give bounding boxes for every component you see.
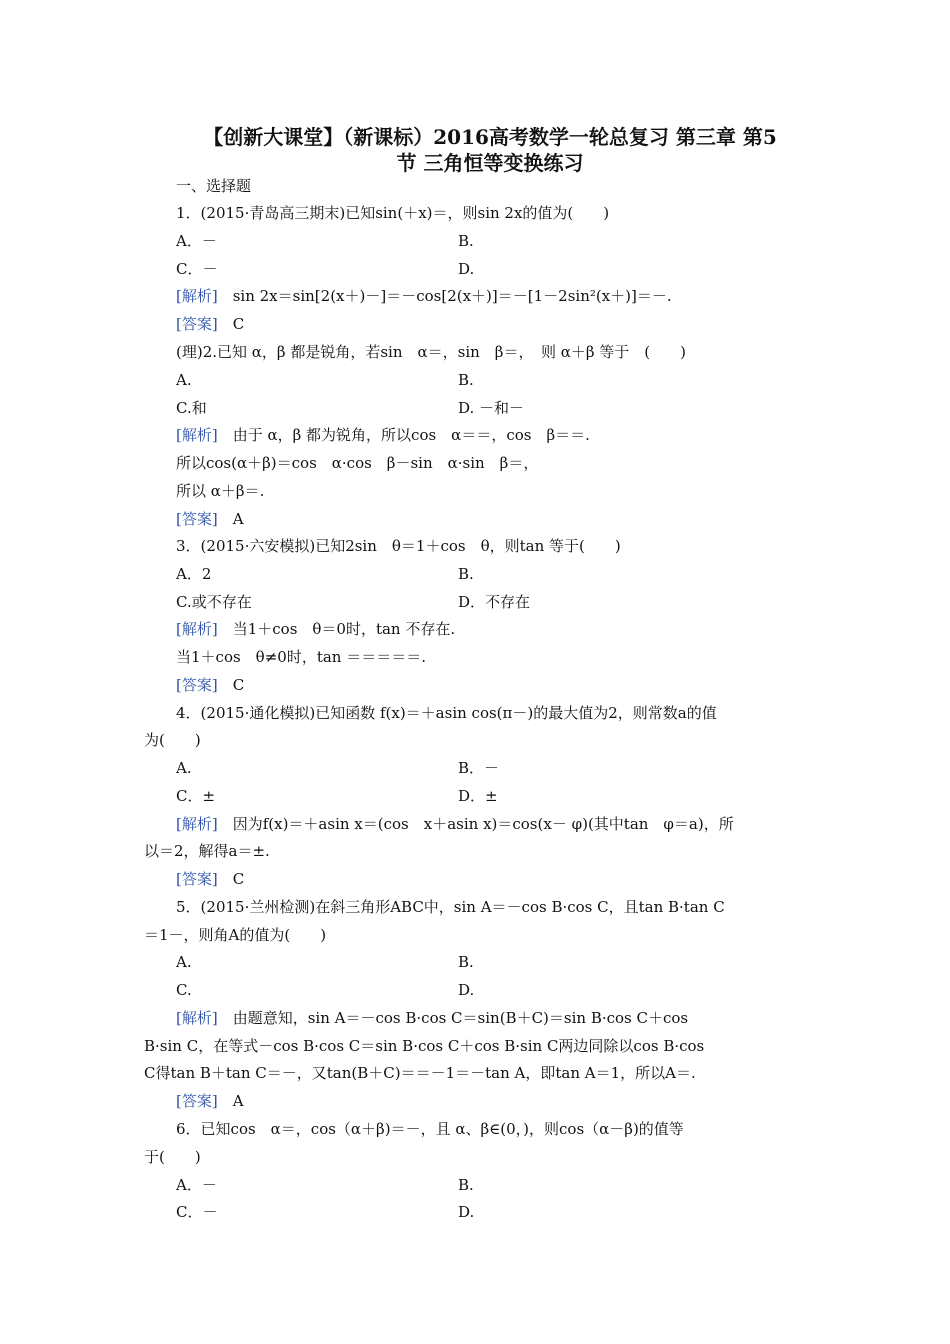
text-line — [176, 1202, 475, 1222]
line-text: 所以cos(α＋β)＝cos α·cos β－sin α·sin β＝， — [176, 454, 539, 472]
text-line — [176, 536, 621, 556]
text-line — [176, 758, 500, 778]
text-line — [176, 453, 538, 473]
text-line — [144, 730, 201, 750]
option-right: D. — [458, 981, 475, 999]
text-line — [176, 619, 455, 639]
text-line — [176, 952, 474, 972]
text-line — [176, 176, 251, 196]
text-line — [176, 1175, 474, 1195]
line-text: 为( ) — [144, 731, 201, 749]
line-text: ＝1－，则角A的值为( ) — [144, 926, 327, 944]
line-text: C. — [176, 981, 192, 999]
text-line — [176, 897, 725, 917]
line-text: A — [217, 510, 244, 528]
text-line — [176, 592, 531, 612]
text-line — [144, 1063, 696, 1083]
option-right: B. — [458, 1176, 474, 1194]
text-line — [176, 203, 609, 223]
text-line — [176, 509, 244, 529]
section-tag: [答案] — [176, 1092, 218, 1110]
text-line — [176, 564, 474, 584]
text-line — [176, 814, 734, 834]
text-line — [176, 786, 498, 806]
section-tag: [解析] — [176, 620, 218, 638]
section-tag: [解析] — [176, 1009, 218, 1027]
text-line — [176, 980, 475, 1000]
section-tag: [答案] — [176, 315, 218, 333]
line-text: A. — [176, 371, 192, 389]
line-text: 所以 α＋β＝. — [176, 482, 265, 500]
text-line — [176, 869, 244, 889]
text-line — [176, 1119, 684, 1139]
text-line — [144, 925, 326, 945]
title-line-1: 【创新大课堂】（新课标）2016高考数学一轮总复习 第三章 第5 — [203, 125, 777, 149]
line-text: 由于 α，β 都为锐角，所以cos α＝＝，cos β＝＝. — [217, 426, 590, 444]
text-line — [176, 675, 244, 695]
text-line — [176, 647, 426, 667]
option-right: B. — [458, 565, 474, 583]
line-text: 4．(2015·通化模拟)已知函数 f(x)＝＋asin cos(π－)的最大值为2，则常数a的值 — [176, 704, 717, 722]
option-right: D. －和－ — [458, 399, 525, 417]
text-line — [176, 425, 590, 445]
line-text: C — [217, 870, 245, 888]
line-text: C.和 — [176, 399, 207, 417]
line-text: 以＝2，解得a＝±. — [144, 842, 270, 860]
option-right: B. — [458, 232, 474, 250]
section-tag: [解析] — [176, 815, 218, 833]
line-text: 5．(2015·兰州检测)在斜三角形ABC中，sin A＝－cos B·cos C，且tan B·tan C — [176, 898, 725, 916]
section-tag: [答案] — [176, 510, 218, 528]
option-right: B. — [458, 371, 474, 389]
text-line — [176, 314, 244, 334]
text-line — [176, 481, 264, 501]
document-title — [150, 124, 830, 176]
line-text: sin 2x＝sin[2(x＋)－]＝－cos[2(x＋)]＝－[1－2sin²(x＋)]＝－. — [217, 287, 672, 305]
text-line — [176, 259, 475, 279]
text-line — [144, 841, 270, 861]
line-text: 当1＋cos θ＝0时，tan 不存在. — [217, 620, 456, 638]
text-line — [144, 1147, 201, 1167]
text-line — [176, 1091, 244, 1111]
line-text: A — [217, 1092, 244, 1110]
line-text: A. — [176, 759, 192, 777]
line-text: C．－ — [176, 1203, 218, 1221]
line-text: C — [217, 315, 245, 333]
option-right: D．± — [458, 787, 498, 805]
section-tag: [解析] — [176, 426, 218, 444]
text-line — [176, 342, 686, 362]
line-text: 3．(2015·六安模拟)已知2sin θ＝1＋cos θ，则tan 等于( ) — [176, 537, 621, 555]
title-line-2: 节 三角恒等变换练习 — [396, 151, 584, 175]
line-text: 当1＋cos θ≠0时，tan ＝＝＝＝＝. — [176, 648, 426, 666]
line-text: 于( ) — [144, 1148, 201, 1166]
section-tag: [答案] — [176, 676, 218, 694]
line-text: (理)2.已知 α，β 都是锐角，若sin α＝，sin β＝， 则 α＋β 等于 ( ) — [176, 343, 687, 361]
line-text: 一、选择题 — [176, 177, 252, 195]
line-text: B·sin C，在等式－cos B·cos C＝sin B·cos C＋cos B·sin C两边同除以cos B·cos — [144, 1037, 705, 1055]
line-text: 6．已知cos α＝，cos（α＋β)＝－，且 α、β∈(0，)，则cos（α－β)的值等 — [176, 1120, 684, 1138]
option-right: D. — [458, 260, 475, 278]
line-text: C — [217, 676, 245, 694]
line-text: A. — [176, 953, 192, 971]
option-right: B. — [458, 953, 474, 971]
line-text: C．－ — [176, 260, 218, 278]
line-text: C．± — [176, 787, 216, 805]
line-text: C.或不存在 — [176, 593, 252, 611]
text-line — [176, 703, 717, 723]
text-line — [144, 1036, 704, 1056]
line-text: A．－ — [176, 1176, 217, 1194]
section-tag: [答案] — [176, 870, 218, 888]
option-right: B．－ — [458, 759, 500, 777]
line-text: 因为f(x)＝＋asin x＝(cos x＋asin x)＝cos(x－ φ)(其中tan φ＝a)，所 — [217, 815, 734, 833]
option-right: D. — [458, 1203, 475, 1221]
line-text: 1．(2015·青岛高三期末)已知sin(＋x)＝，则sin 2x的值为( ) — [176, 204, 610, 222]
line-text: C得tan B＋tan C＝－，又tan(B＋C)＝＝－1＝－tan A，即tan A＝1，所以A＝. — [144, 1064, 696, 1082]
line-text: A．－ — [176, 232, 217, 250]
text-line — [176, 231, 474, 251]
line-text: 由题意知，sin A＝－cos B·cos C＝sin(B＋C)＝sin B·cos C＋cos — [217, 1009, 689, 1027]
option-right: D．不存在 — [458, 593, 531, 611]
line-text: A．2 — [176, 565, 212, 583]
text-line — [176, 286, 672, 306]
text-line — [176, 398, 525, 418]
text-line — [176, 370, 474, 390]
section-tag: [解析] — [176, 287, 218, 305]
text-line — [176, 1008, 688, 1028]
